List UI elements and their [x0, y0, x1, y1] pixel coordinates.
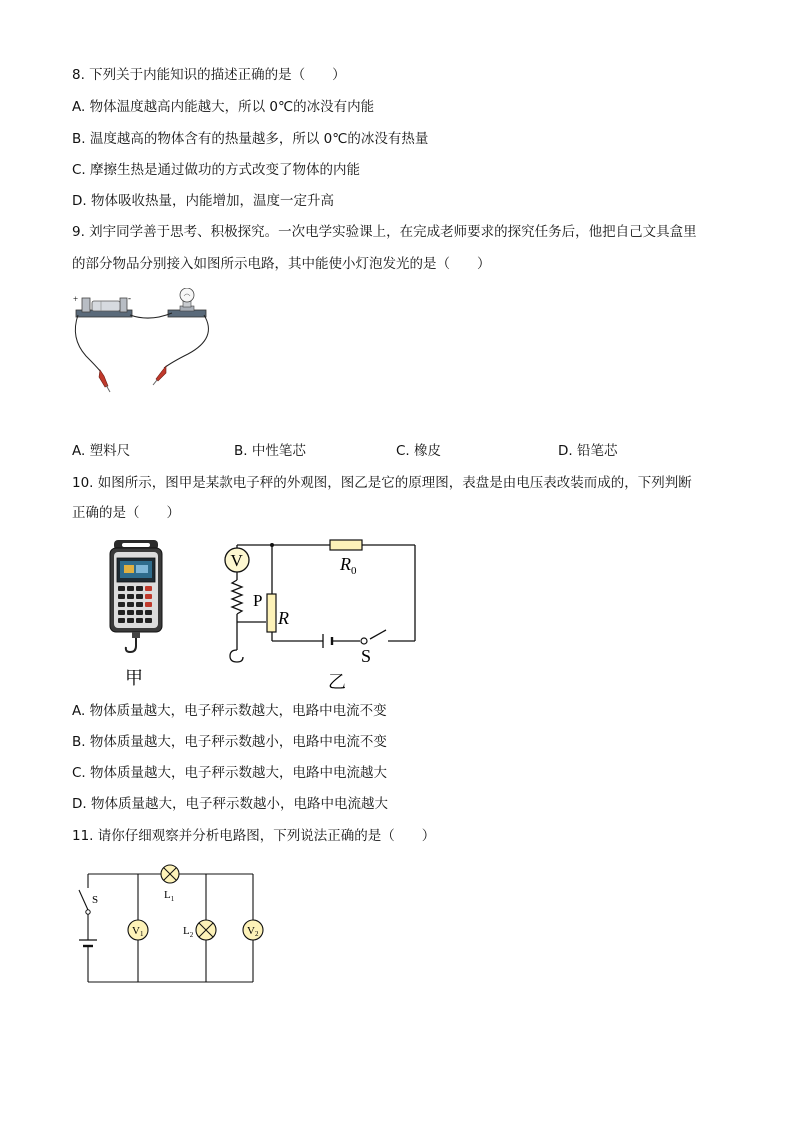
question-9-option-d: D. 铅笔芯 [558, 443, 618, 459]
question-9-option-c: C. 橡皮 [396, 443, 442, 459]
light-bulb-icon [168, 288, 206, 317]
figure-label-jia: 甲 [125, 668, 143, 688]
switch-s-label: S [361, 646, 372, 666]
question-8-option-d: D. 物体吸收热量，内能增加，温度一定升高 [72, 193, 334, 209]
question-10-option-c: C. 物体质量越大，电子秤示数越大，电路中电流越大 [72, 765, 388, 781]
question-10-stem-line1: 10. 如图所示，图甲是某款电子秤的外观图，图乙是它的原理图，表盘是由电压表改装而成的，下列判断 [72, 475, 692, 491]
question-8-option-c: C. 摩擦生热是通过做功的方式改变了物体的内能 [72, 162, 361, 178]
lamp-l2-label: $L_2$ [183, 925, 194, 939]
rheostat-r-label: R [278, 608, 289, 628]
voltmeter-label: V [230, 551, 243, 570]
junction-dot [270, 543, 274, 547]
figure-label-yi: 乙 [328, 672, 346, 690]
voltmeter-v1-label: V1 [132, 925, 144, 938]
battery-holder-icon [76, 298, 132, 317]
question-9-option-b: B. 中性笔芯 [234, 443, 306, 459]
lamp-l2-icon [196, 920, 216, 940]
electronic-scale-icon [110, 540, 162, 652]
question-9-circuit-figure [68, 288, 218, 396]
battery-minus-label: - [128, 293, 131, 303]
question-10-stem-line2: 正确的是（ ） [72, 505, 180, 521]
lamp-l1-icon [161, 865, 179, 883]
question-10-option-a: A. 物体质量越大，电子秤示数越大，电路中电流不变 [72, 703, 387, 719]
switch-s-label: S [92, 894, 99, 906]
voltmeter-v2-label: V2 [247, 925, 259, 938]
switch-contact-icon [86, 910, 90, 914]
question-9-stem-line1: 9. 刘宇同学善于思考、积极探究。一次电学实验课上，在完成老师要求的探究任务后，他把自己文具盒里 [72, 224, 697, 240]
question-10-option-b: B. 物体质量越大，电子秤示数越小，电路中电流不变 [72, 734, 387, 750]
question-8-stem: 8. 下列关于内能知识的描述正确的是（ ） [72, 67, 346, 83]
electronic-scale-figure [100, 538, 172, 688]
question-9-options [72, 442, 732, 460]
right-alligator-clip-icon [153, 366, 166, 385]
battery-plus-label: + [73, 294, 79, 304]
question-10-option-d: D. 物体质量越大，电子秤示数越小，电路中电流越大 [72, 796, 388, 812]
scale-circuit-diagram [218, 538, 424, 690]
switch-contact-icon [361, 638, 367, 644]
slider-p-label: P [253, 591, 263, 610]
lamp-l1-label: $L_1$ [164, 889, 175, 903]
r0-label: $R_0$ [340, 554, 357, 577]
question-11-stem: 11. 请你仔细观察并分析电路图，下列说法正确的是（ ） [72, 828, 436, 844]
question-8-option-b: B. 温度越高的物体含有的热量越多，所以 0℃的冰没有热量 [72, 131, 429, 147]
question-9-option-a: A. 塑料尺 [72, 443, 131, 459]
left-alligator-clip-icon [99, 370, 110, 392]
question-11-circuit-diagram [68, 860, 268, 990]
rheostat-icon [267, 594, 276, 632]
hook-icon [230, 650, 243, 662]
question-8-option-a: A. 物体温度越高内能越大，所以 0℃的冰没有内能 [72, 99, 375, 115]
question-9-stem-line2: 的部分物品分别接入如图所示电路，其中能使小灯泡发光的是（ ） [72, 256, 491, 272]
resistor-r0-icon [330, 540, 362, 550]
